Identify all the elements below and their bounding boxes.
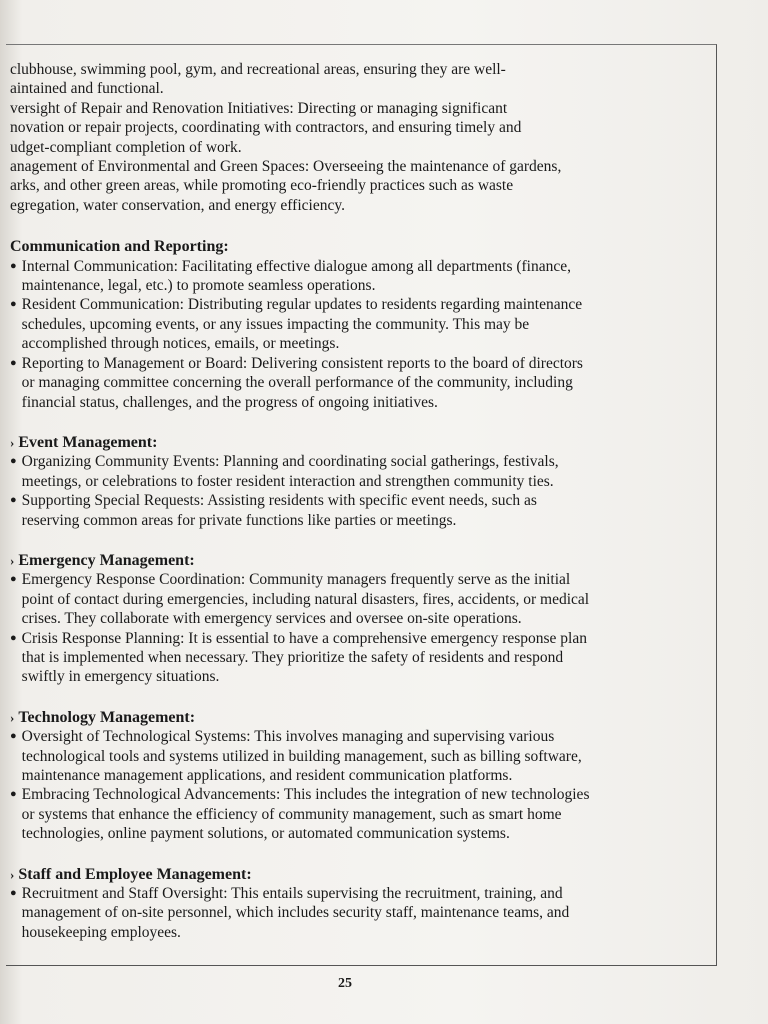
text-line: aintained and functional. (10, 80, 164, 98)
section-technology-management (10, 708, 712, 844)
bullet-icon: ● (10, 494, 17, 507)
section-communication (10, 237, 712, 412)
text-line: crises. They collaborate with emergency services and oversee on-site operations. (21, 610, 522, 628)
bullet-icon: ● (10, 573, 17, 586)
text-line: Recruitment and Staff Oversight: This entails supervising the recruitment, training, and (21, 885, 563, 903)
text-line: technological tools and systems utilized in building management, such as billing software, (21, 747, 582, 765)
text-line: swiftly in emergency situations. (21, 668, 220, 686)
chevron-right-icon: › (10, 434, 15, 450)
text-line: arks, and other green areas, while promoting eco-friendly practices such as waste (10, 177, 514, 195)
text-line: clubhouse, swimming pool, gym, and recreational areas, ensuring they are well- (10, 61, 506, 78)
chevron-right-icon: › (10, 709, 15, 725)
text-line: reserving common areas for private functions like parties or meetings. (21, 511, 457, 529)
text-line: versight of Repair and Renovation Initiatives: Directing or managing significant (10, 99, 508, 117)
list-item (10, 884, 712, 942)
bullet-icon: ● (10, 730, 17, 743)
text-line: technologies, online payment solutions, or automated communication systems. (21, 825, 510, 843)
list-item (10, 629, 712, 687)
text-line: that is implemented when necessary. They prioritize the safety of residents and respond (21, 648, 564, 666)
list-item (10, 727, 712, 785)
text-line: or systems that enhance the efficiency of community management, such as smart home (21, 805, 562, 823)
bullet-icon: ● (10, 455, 17, 468)
page-number: 25 (338, 976, 352, 991)
text-line: maintenance management applications, and resident communication platforms. (21, 767, 513, 784)
text-line: Organizing Community Events: Planning and coordinating social gatherings, festivals, (21, 453, 559, 471)
list-item (10, 452, 712, 491)
bullet-icon: ● (10, 631, 17, 644)
text-line: Embracing Technological Advancements: This includes the integration of new technologies (21, 786, 590, 804)
list-item (10, 491, 712, 530)
bullet-icon: ● (10, 259, 17, 272)
text-line: anagement of Environmental and Green Spaces: Overseeing the maintenance of gardens, (10, 158, 562, 176)
text-line: meetings, or celebrations to foster resident interaction and strengthen community ties. (21, 472, 554, 490)
list-item (10, 257, 712, 296)
list-item (10, 570, 712, 628)
section-heading: › Technology Management: (10, 708, 196, 726)
text-line: housekeeping employees. (21, 923, 181, 941)
text-line: financial status, challenges, and the progress of ongoing initiatives. (21, 393, 438, 411)
bullet-icon: ● (10, 356, 17, 369)
page-content (10, 60, 712, 963)
list-item (10, 295, 712, 353)
text-line: Supporting Special Requests: Assisting residents with specific event needs, such as (21, 492, 537, 510)
text-line: point of contact during emergencies, including natural disasters, fires, accidents, or medical (21, 590, 590, 608)
list-item (10, 354, 712, 412)
text-line: schedules, upcoming events, or any issues impacting the community. This may be (21, 315, 530, 333)
text-line: Internal Communication: Facilitating effective dialogue among all departments (finance, (21, 257, 572, 275)
text-line: management of on-site personnel, which includes security staff, maintenance teams, and (21, 904, 570, 922)
intro-block (10, 60, 712, 215)
text-line: egregation, water conservation, and energy efficiency. (10, 196, 345, 214)
list-item (10, 785, 712, 843)
section-staff-management (10, 865, 712, 943)
section-event-management (10, 433, 712, 530)
chevron-right-icon: › (10, 866, 15, 882)
section-emergency-management (10, 551, 712, 687)
text-line: accomplished through notices, emails, or meetings. (21, 335, 340, 353)
text-line: Reporting to Management or Board: Delivering consistent reports to the board of directors (21, 354, 583, 372)
text-line: Oversight of Technological Systems: This involves managing and supervising various (21, 728, 555, 746)
text-line: Emergency Response Coordination: Community managers frequently serve as the initial (21, 571, 571, 589)
section-heading: › Staff and Employee Management: (10, 865, 252, 883)
text-line: maintenance, legal, etc.) to promote seamless operations. (21, 277, 376, 295)
bullet-icon: ● (10, 788, 17, 801)
chevron-right-icon: › (10, 552, 15, 568)
section-heading: › Event Management: (10, 433, 158, 451)
text-line: or managing committee concerning the overall performance of the community, including (21, 374, 573, 392)
text-line: novation or repair projects, coordinating with contractors, and ensuring timely and (10, 119, 522, 137)
bullet-icon: ● (10, 887, 17, 900)
text-line: udget-compliant completion of work. (10, 138, 242, 156)
section-heading: Communication and Reporting: (10, 238, 229, 256)
bullet-icon: ● (10, 298, 17, 311)
text-line: Crisis Response Planning: It is essential to have a comprehensive emergency response plan (21, 629, 587, 647)
text-line: Resident Communication: Distributing regular updates to residents regarding maintenance (21, 296, 583, 314)
section-heading: › Emergency Management: (10, 551, 195, 569)
